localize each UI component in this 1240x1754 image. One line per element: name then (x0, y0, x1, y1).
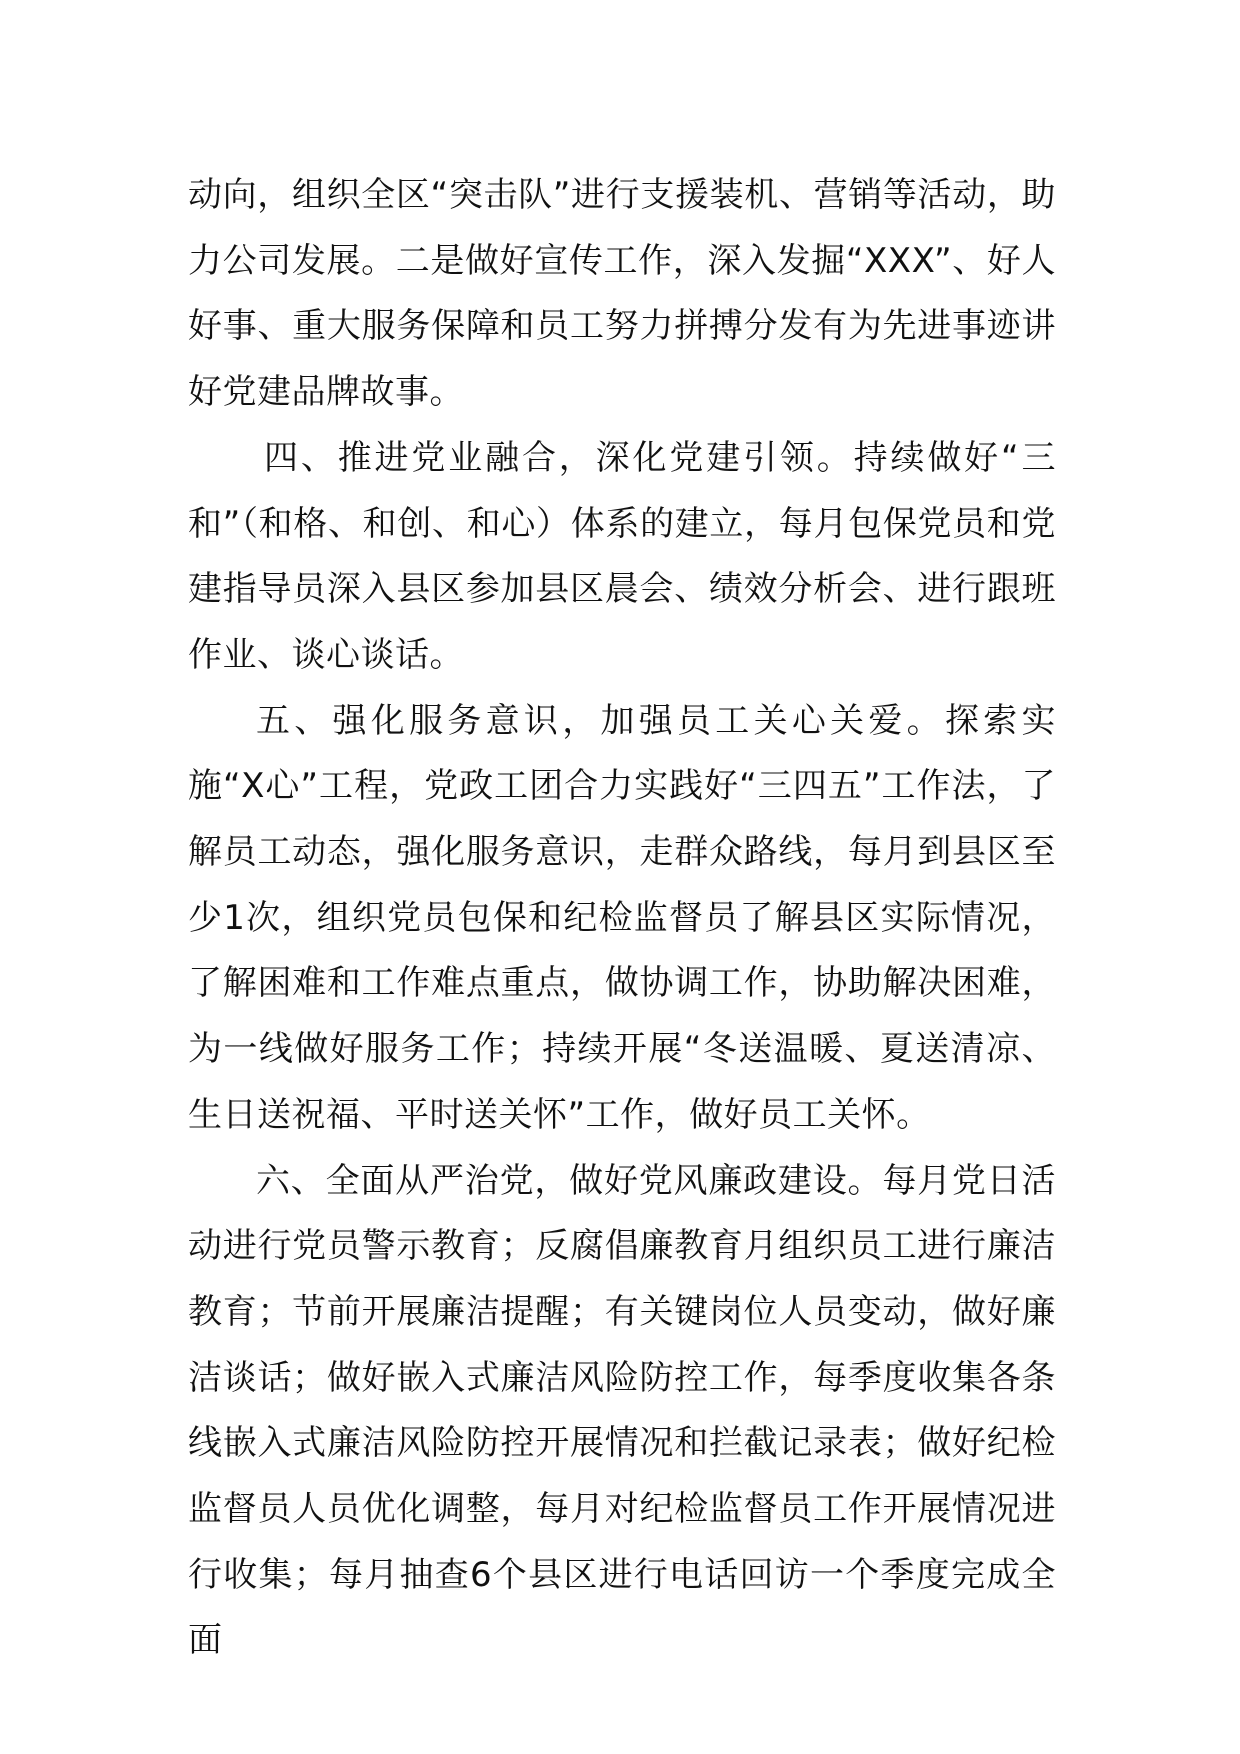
paragraph-section-four: 四、推进党业融合，深化党建引领。持续做好“三和”（和格、和创、和心）体系的建立，每月包保党员和党建指导员深入县区参加县区晨会、绩效分析会、进行跟班作业、谈心谈话。 (188, 437, 1056, 675)
document-body (188, 163, 1056, 1674)
paragraph-continuation: 动向，组织全区“突击队”进行支援装机、营销等活动，助力公司发展。二是做好宣传工作，深入发掘“XXX”、好人好事、重大服务保障和员工努力拼搏分发有为先进事迹讲好党建品牌故事。 (188, 175, 1056, 413)
paragraph-section-five: 五、强化服务意识，加强员工关心关爱。探索实施“X心”工程，党政工团合力实践好“三四五”工作法，了解员工动态，强化服务意识，走群众路线，每月到县区至少1次，组织党员包保和纪检监督员了解县区实际情况，了解困难和工作难点重点，做协调工作，协助解决困难，为一线做好服务工作；持续开展“冬送温暖、夏送清凉、生日送祝福、平时送关怀”工作，做好员工关怀。 (188, 700, 1056, 1135)
paragraph-section-six: 六、全面从严治党，做好党风廉政建设。每月党日活动进行党员警示教育；反腐倡廉教育月组织员工进行廉洁教育；节前开展廉洁提醒；有关键岗位人员变动，做好廉洁谈话；做好嵌入式廉洁风险防控工作，每季度收集各条线嵌入式廉洁风险防控开展情况和拦截记录表；做好纪检监督员人员优化调整，每月对纪检监督员工作开展情况进行收集；每月抽查6个县区进行电话回访一个季度完成全面 (188, 1160, 1056, 1661)
